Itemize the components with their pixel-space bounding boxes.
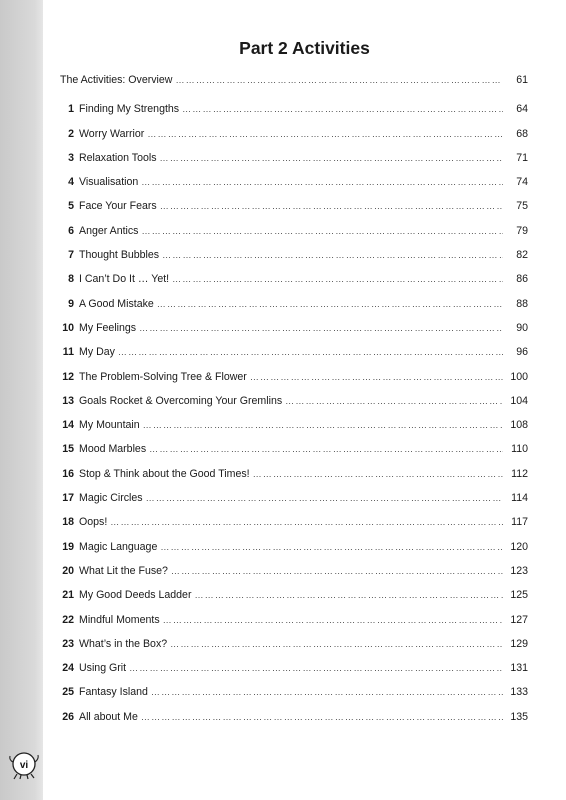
toc-label: Goals Rocket & Overcoming Your Gremlins	[79, 394, 283, 407]
toc-row[interactable]	[60, 455, 528, 479]
toc-row[interactable]	[60, 431, 528, 455]
toc-label: Mood Marbles	[79, 443, 147, 456]
toc-activity-number: 4	[68, 176, 74, 189]
toc-leader-dots	[172, 273, 503, 285]
toc-leader-dots	[175, 74, 503, 86]
toc-row[interactable]	[60, 528, 528, 552]
toc-label: Mindful Moments	[79, 613, 160, 626]
toc-row[interactable]	[60, 504, 528, 528]
toc-page-number: 131	[510, 662, 528, 675]
toc-row[interactable]	[60, 212, 528, 236]
toc-activity-number: 18	[62, 516, 74, 529]
toc-row[interactable]	[60, 383, 528, 407]
toc-leader-dots	[160, 200, 503, 212]
toc-row[interactable]	[60, 261, 528, 285]
toc-label: My Good Deeds Ladder	[79, 589, 192, 602]
toc-activity-number: 12	[62, 370, 74, 383]
toc-page-number: 75	[516, 200, 528, 213]
toc-row[interactable]	[60, 553, 528, 577]
toc-row[interactable]	[60, 698, 528, 722]
toc-row[interactable]	[60, 188, 528, 212]
toc-leader-dots	[149, 443, 503, 455]
toc-page-number: 74	[516, 176, 528, 189]
page-title: Part 2 Activities	[239, 38, 370, 58]
toc-activity-number: 9	[68, 297, 74, 310]
toc-page-number: 112	[511, 467, 528, 480]
toc-page-number: 88	[516, 297, 528, 310]
toc-row[interactable]	[60, 358, 528, 382]
toc-activity-number: 21	[62, 589, 74, 602]
toc-page-number: 108	[510, 419, 528, 432]
toc-activity-number: 8	[68, 273, 74, 286]
toc-label: Using Grit	[79, 662, 127, 675]
toc-leader-dots	[139, 322, 503, 334]
toc-leader-dots	[147, 128, 503, 140]
toc-label: Face Your Fears	[79, 200, 157, 213]
toc-leader-dots	[171, 565, 503, 577]
toc-page-number: 100	[510, 370, 528, 383]
toc-activity-number: 15	[62, 443, 74, 456]
toc-activity-number: 19	[62, 540, 74, 553]
toc-label: Magic Language	[79, 540, 158, 553]
page-number-folio	[8, 750, 42, 780]
toc-leader-dots	[163, 614, 503, 626]
toc-leader-dots	[182, 103, 503, 115]
toc-activity-number: 10	[62, 321, 74, 334]
toc-row[interactable]	[60, 674, 528, 698]
toc-page-number: 120	[510, 540, 528, 553]
toc-page-number: 104	[510, 394, 528, 407]
toc-leader-dots	[170, 638, 503, 650]
toc-label: My Mountain	[79, 419, 140, 432]
toc-leader-dots	[162, 249, 503, 261]
toc-label: The Activities: Overview	[60, 74, 173, 86]
toc-activity-number: 3	[68, 151, 74, 164]
toc-label: Visualisation	[79, 176, 139, 189]
toc-page-number: 86	[516, 273, 528, 286]
toc-leader-dots	[253, 468, 503, 480]
toc-row[interactable]	[60, 285, 528, 309]
toc-activity-number: 14	[62, 419, 74, 432]
toc-leader-dots	[151, 686, 503, 698]
toc-page-number: 117	[511, 516, 528, 529]
toc-page-number: 125	[510, 589, 528, 602]
toc-leader-dots	[285, 395, 503, 407]
toc-activity-number: 20	[62, 564, 74, 577]
folio-page-label: vi	[19, 760, 29, 771]
toc-leader-dots	[146, 492, 503, 504]
toc-row[interactable]	[60, 407, 528, 431]
toc-leader-dots	[141, 176, 503, 188]
toc-activity-number: 25	[62, 686, 74, 699]
toc-leader-dots	[143, 419, 503, 431]
toc-page-number: 123	[510, 564, 528, 577]
toc-row[interactable]	[60, 115, 528, 139]
toc-leader-dots	[157, 298, 503, 310]
toc-page-number: 96	[516, 346, 528, 359]
toc-leader-dots	[250, 371, 503, 383]
toc-label: Relaxation Tools	[79, 151, 157, 164]
toc-page-number: 64	[516, 103, 528, 116]
toc-page-number: 127	[510, 613, 528, 626]
toc-page-number: 135	[510, 710, 528, 723]
toc-label: Worry Warrior	[79, 127, 145, 140]
toc-label: Thought Bubbles	[79, 249, 160, 262]
toc-row[interactable]	[60, 577, 528, 601]
toc-row[interactable]	[60, 480, 528, 504]
toc-leader-dots	[141, 711, 503, 723]
toc-page-number: 110	[511, 443, 528, 456]
toc-leader-dots	[141, 225, 503, 237]
toc-row[interactable]	[60, 601, 528, 625]
toc-label: I Can’t Do It … Yet!	[79, 273, 170, 286]
toc-label: Anger Antics	[79, 224, 139, 237]
toc-label: A Good Mistake	[79, 297, 154, 310]
toc-page-number: 114	[511, 492, 528, 505]
toc-leader-dots	[129, 662, 503, 674]
toc-leader-dots	[160, 152, 503, 164]
toc-page-number: 68	[516, 127, 528, 140]
toc-row[interactable]	[60, 334, 528, 358]
toc-leader-dots	[110, 516, 503, 528]
page-side-band	[0, 0, 43, 800]
toc-activity-number: 17	[62, 492, 74, 505]
toc-leader-dots	[160, 541, 503, 553]
toc-page-number: 90	[516, 321, 528, 334]
toc-label: Finding My Strengths	[79, 103, 180, 116]
toc-row[interactable]	[60, 140, 528, 164]
toc-activity-number: 2	[68, 127, 74, 140]
toc-label: Oops!	[79, 516, 108, 529]
toc-label: My Feelings	[79, 321, 137, 334]
toc-activity-number: 5	[68, 200, 74, 213]
toc-activity-number: 6	[68, 224, 74, 237]
toc-label: What Lit the Fuse?	[79, 564, 168, 577]
toc-row[interactable]	[60, 164, 528, 188]
toc-row[interactable]	[60, 650, 528, 674]
toc-label: What’s in the Box?	[79, 637, 168, 650]
table-of-contents	[60, 67, 528, 723]
toc-activity-number: 24	[62, 662, 74, 675]
toc-activity-number: 13	[62, 394, 74, 407]
toc-page-number: 129	[510, 637, 528, 650]
toc-label: Fantasy Island	[79, 686, 148, 699]
toc-label: My Day	[79, 346, 115, 359]
toc-activity-number: 22	[62, 613, 74, 626]
toc-leader-dots	[194, 589, 503, 601]
toc-label: All about Me	[79, 710, 138, 723]
toc-row[interactable]	[60, 310, 528, 334]
toc-activity-number: 11	[62, 346, 74, 359]
toc-activity-number: 26	[62, 710, 74, 723]
toc-leader-dots	[118, 346, 503, 358]
toc-label: Stop & Think about the Good Times!	[79, 467, 250, 480]
toc-row[interactable]	[60, 237, 528, 261]
toc-page-number: 71	[516, 151, 528, 164]
toc-label: Magic Circles	[79, 492, 143, 505]
toc-activity-number: 7	[68, 249, 74, 262]
toc-activity-number: 1	[68, 103, 74, 116]
toc-overview-row[interactable]	[60, 67, 528, 86]
toc-row[interactable]	[60, 626, 528, 650]
toc-row[interactable]	[60, 91, 528, 115]
toc-page-number: 82	[516, 249, 528, 262]
toc-page-number: 79	[516, 224, 528, 237]
toc-label: The Problem-Solving Tree & Flower	[79, 370, 247, 383]
toc-activity-number: 16	[62, 467, 74, 480]
toc-page-number: 61	[516, 74, 528, 86]
toc-activity-number: 23	[62, 637, 74, 650]
toc-page-number: 133	[510, 686, 528, 699]
